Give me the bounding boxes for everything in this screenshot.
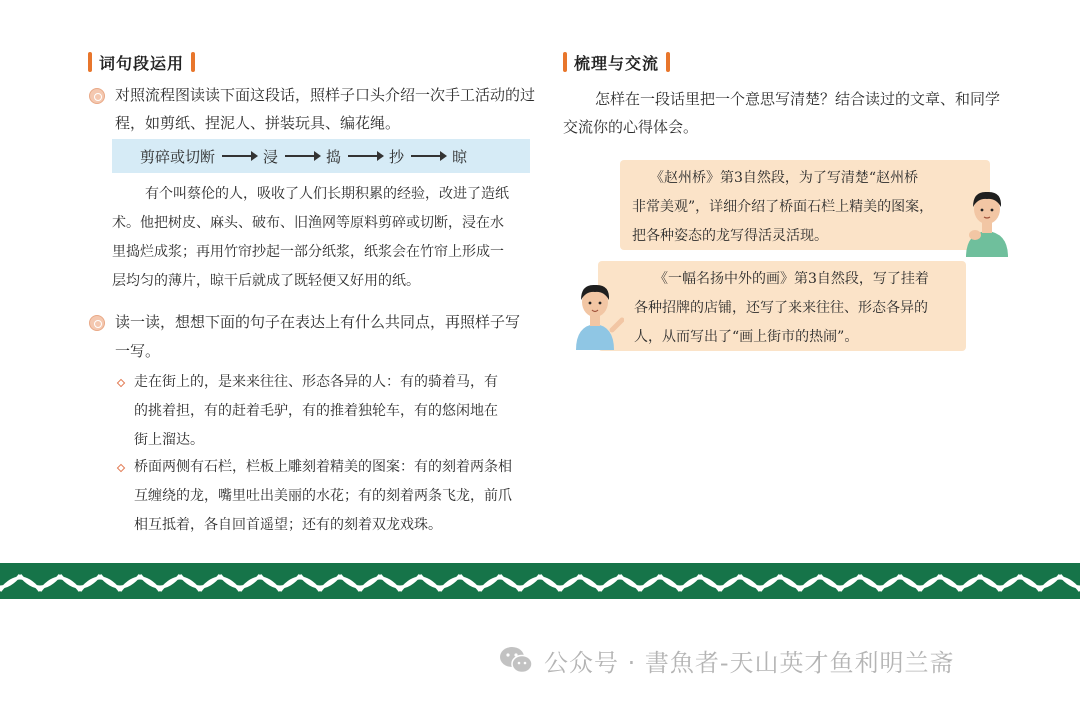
section-title: 词句段运用 [99,53,185,73]
bubble-line: 把各种姿态的龙写得活灵活现。 [632,228,828,244]
boy-pointing-avatar-icon [566,278,624,350]
section-title: 梳理与交流 [574,53,660,73]
example2-line: 相互抵着，各自回首遥望；还有的刻着双龙戏珠。 [134,517,442,533]
passage-line: 术。他把树皮、麻头、破布、旧渔网等原料剪碎或切断，浸在水 [112,215,504,231]
header-bar-right [191,52,195,72]
example1-line: 的挑着担，有的赶着毛驴，有的推着独轮车，有的悠闲地在 [134,403,498,419]
flow-step: 抄 [389,147,405,166]
passage-line: 里捣烂成浆；再用竹帘抄起一部分纸浆，纸浆会在竹帘上形成一 [112,244,504,260]
process-flow-chart [112,139,530,173]
example1-line: 走在街上的，是来来往往、形态各异的人：有的骑着马，有 [134,374,498,390]
flow-step: 晾 [452,147,468,166]
watermark [498,640,955,680]
bullet-diamond-icon [117,379,125,387]
example2-line: 互缠绕的龙，嘴里吐出美丽的水花；有的刻着两条飞龙，前爪 [134,488,512,504]
bubble-line: 《一幅名扬中外的画》第3自然段，写了挂着 [654,271,929,287]
task1-instruction-line2: 程，如剪纸、捏泥人、拼装玩具、编花绳。 [115,114,401,132]
task1-instruction-line1: 对照流程图读读下面这段话，照样子口头介绍一次手工活动的过 [115,86,536,104]
wechat-icon [498,645,534,675]
example1-line: 街上溜达。 [134,432,204,448]
flow-step: 捣 [326,147,342,166]
task2-instruction-line2: 一写。 [115,342,161,360]
boy-thinking-avatar-icon [958,185,1016,257]
arrow-right-icon [411,155,445,157]
bubble-line: 人，从而写出了“画上街市的热闹”。 [634,329,859,345]
bubble-line: 非常美观”，详细介绍了桥面石栏上精美的图案， [632,199,934,215]
example2-line: 桥面两侧有石栏，栏板上雕刻着精美的图案：有的刻着两条相 [134,459,512,475]
bullet-diamond-icon [117,464,125,472]
bubble-line: 《赵州桥》第3自然段，为了写清楚“赵州桥 [650,170,919,186]
arrow-right-icon [348,155,382,157]
passage-line: 层均匀的薄片，晾干后就成了既轻便又好用的纸。 [112,273,420,289]
header-bar-right [666,52,670,72]
speech-bubble [598,261,966,351]
section-header-review [563,48,670,76]
flow-step: 剪碎或切断 [140,147,216,166]
arrow-right-icon [222,155,256,157]
watermark-text: 公众号 · 書魚者-天山英才鱼利明兰斋 [544,648,955,677]
flow-step: 浸 [263,147,279,166]
bubble-line: 各种招牌的店铺，还写了来来往往、形态各异的 [634,300,928,316]
arrow-right-icon [285,155,319,157]
section-header-phrase-usage [88,48,195,76]
task-number-icon [89,315,105,331]
review-prompt-line1: 怎样在一段话里把一个意思写清楚？结合读过的文章、和同学 [595,90,1001,108]
passage-line: 有个叫蔡伦的人，吸收了人们长期积累的经验，改进了造纸 [145,186,509,202]
task2-instruction-line1: 读一读，想想下面的句子在表达上有什么共同点，再照样子写 [115,313,521,331]
decorative-pattern-band [0,563,1080,599]
speech-bubble [620,160,990,250]
task-number-icon [89,88,105,104]
review-prompt-line2: 交流你的心得体会。 [563,118,699,136]
